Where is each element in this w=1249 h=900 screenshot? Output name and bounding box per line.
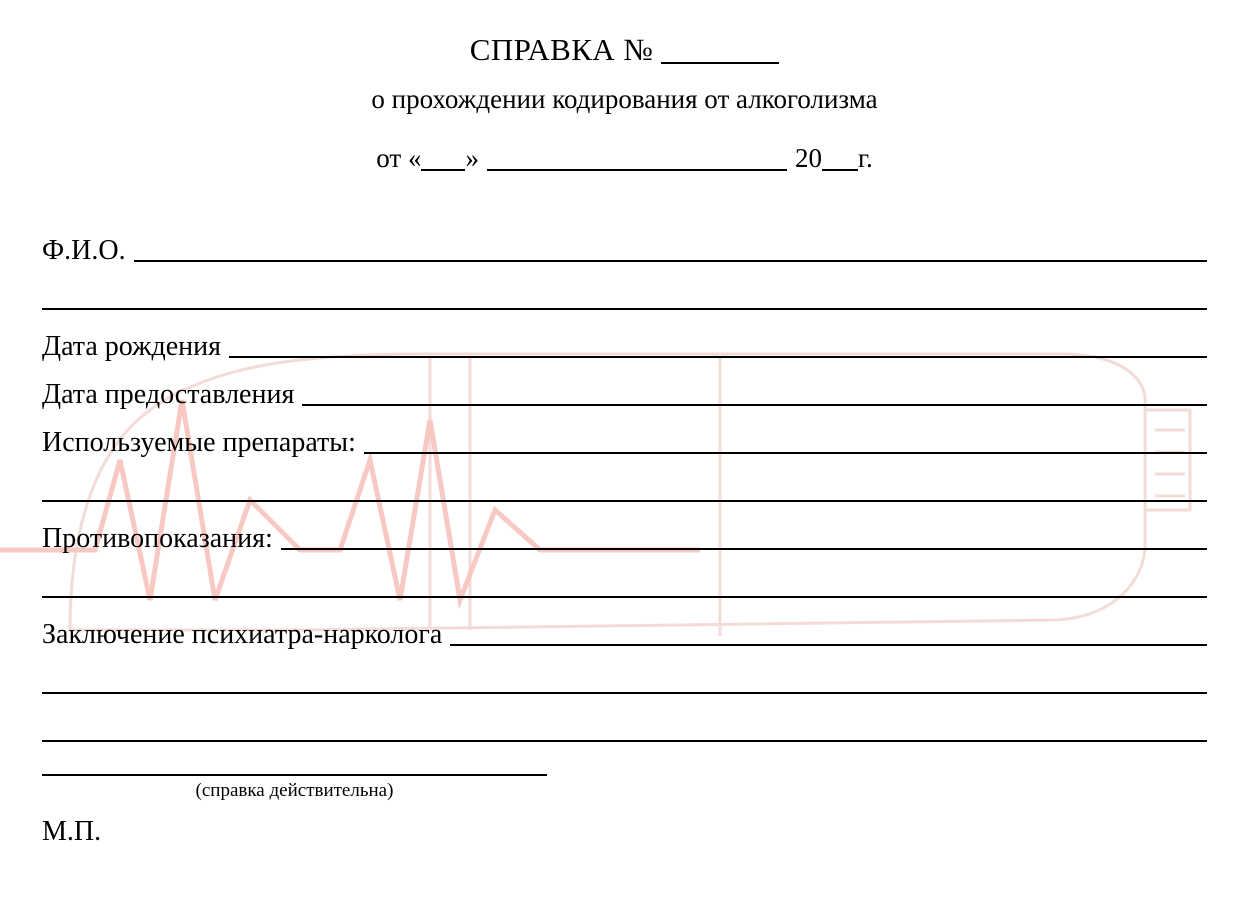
- year-suffix-text: г.: [857, 143, 873, 173]
- quote-close-text: »: [465, 143, 479, 173]
- title-text: СПРАВКА №: [469, 32, 654, 67]
- day-blank[interactable]: [421, 169, 465, 171]
- field-row-contraindications: [42, 508, 1207, 556]
- signature-line[interactable]: [42, 774, 547, 776]
- field-input-birthdate[interactable]: [229, 356, 1207, 358]
- field-row-fullname-cont: [42, 268, 1207, 316]
- field-input-issuedate[interactable]: [302, 404, 1207, 406]
- field-input-medications[interactable]: [364, 452, 1207, 454]
- field-input-fullname-line2[interactable]: [42, 308, 1207, 310]
- field-row-medications: [42, 412, 1207, 460]
- field-input-conclusion[interactable]: [450, 644, 1207, 646]
- field-input-medications-line2[interactable]: [42, 500, 1207, 502]
- year-prefix-text: 20: [794, 143, 822, 173]
- field-label-birthdate: Дата рождения: [42, 331, 221, 362]
- field-row-fullname: [42, 218, 1207, 268]
- document-footer: [0, 774, 1249, 848]
- certificate-number-blank[interactable]: [661, 62, 779, 64]
- issue-date-line: [0, 143, 1249, 174]
- page-subtitle: о прохождении кодирования от алкоголизма: [371, 84, 878, 114]
- document-header: [0, 0, 1249, 174]
- field-input-conclusion-line3[interactable]: [42, 740, 1207, 742]
- field-label-medications: Используемые препараты:: [42, 427, 356, 458]
- field-row-issuedate: [42, 364, 1207, 412]
- year-blank[interactable]: [822, 169, 858, 171]
- field-row-contraindications-cont: [42, 556, 1207, 604]
- page-title: [0, 32, 1249, 68]
- field-row-conclusion-cont1: [42, 652, 1207, 700]
- field-input-conclusion-line2[interactable]: [42, 692, 1207, 694]
- field-input-contraindications-line2[interactable]: [42, 596, 1207, 598]
- month-blank[interactable]: [487, 169, 787, 171]
- field-row-medications-cont: [42, 460, 1207, 508]
- field-input-fullname[interactable]: [134, 260, 1207, 262]
- field-label-contraindications: Противопоказания:: [42, 523, 273, 554]
- field-label-issuedate: Дата предоставления: [42, 379, 295, 410]
- stamp-label: М.П.: [42, 816, 102, 847]
- date-prefix-text: от «: [376, 143, 422, 173]
- field-input-contraindications[interactable]: [281, 548, 1207, 550]
- field-row-conclusion-cont2: [42, 700, 1207, 748]
- signature-caption: (справка действительна): [195, 780, 394, 801]
- form-fields: [0, 218, 1249, 748]
- field-row-conclusion: [42, 604, 1207, 652]
- field-row-birthdate: [42, 316, 1207, 364]
- field-label-conclusion: Заключение психиатра-нарколога: [42, 619, 443, 650]
- field-label-fullname: Ф.И.О.: [42, 235, 126, 266]
